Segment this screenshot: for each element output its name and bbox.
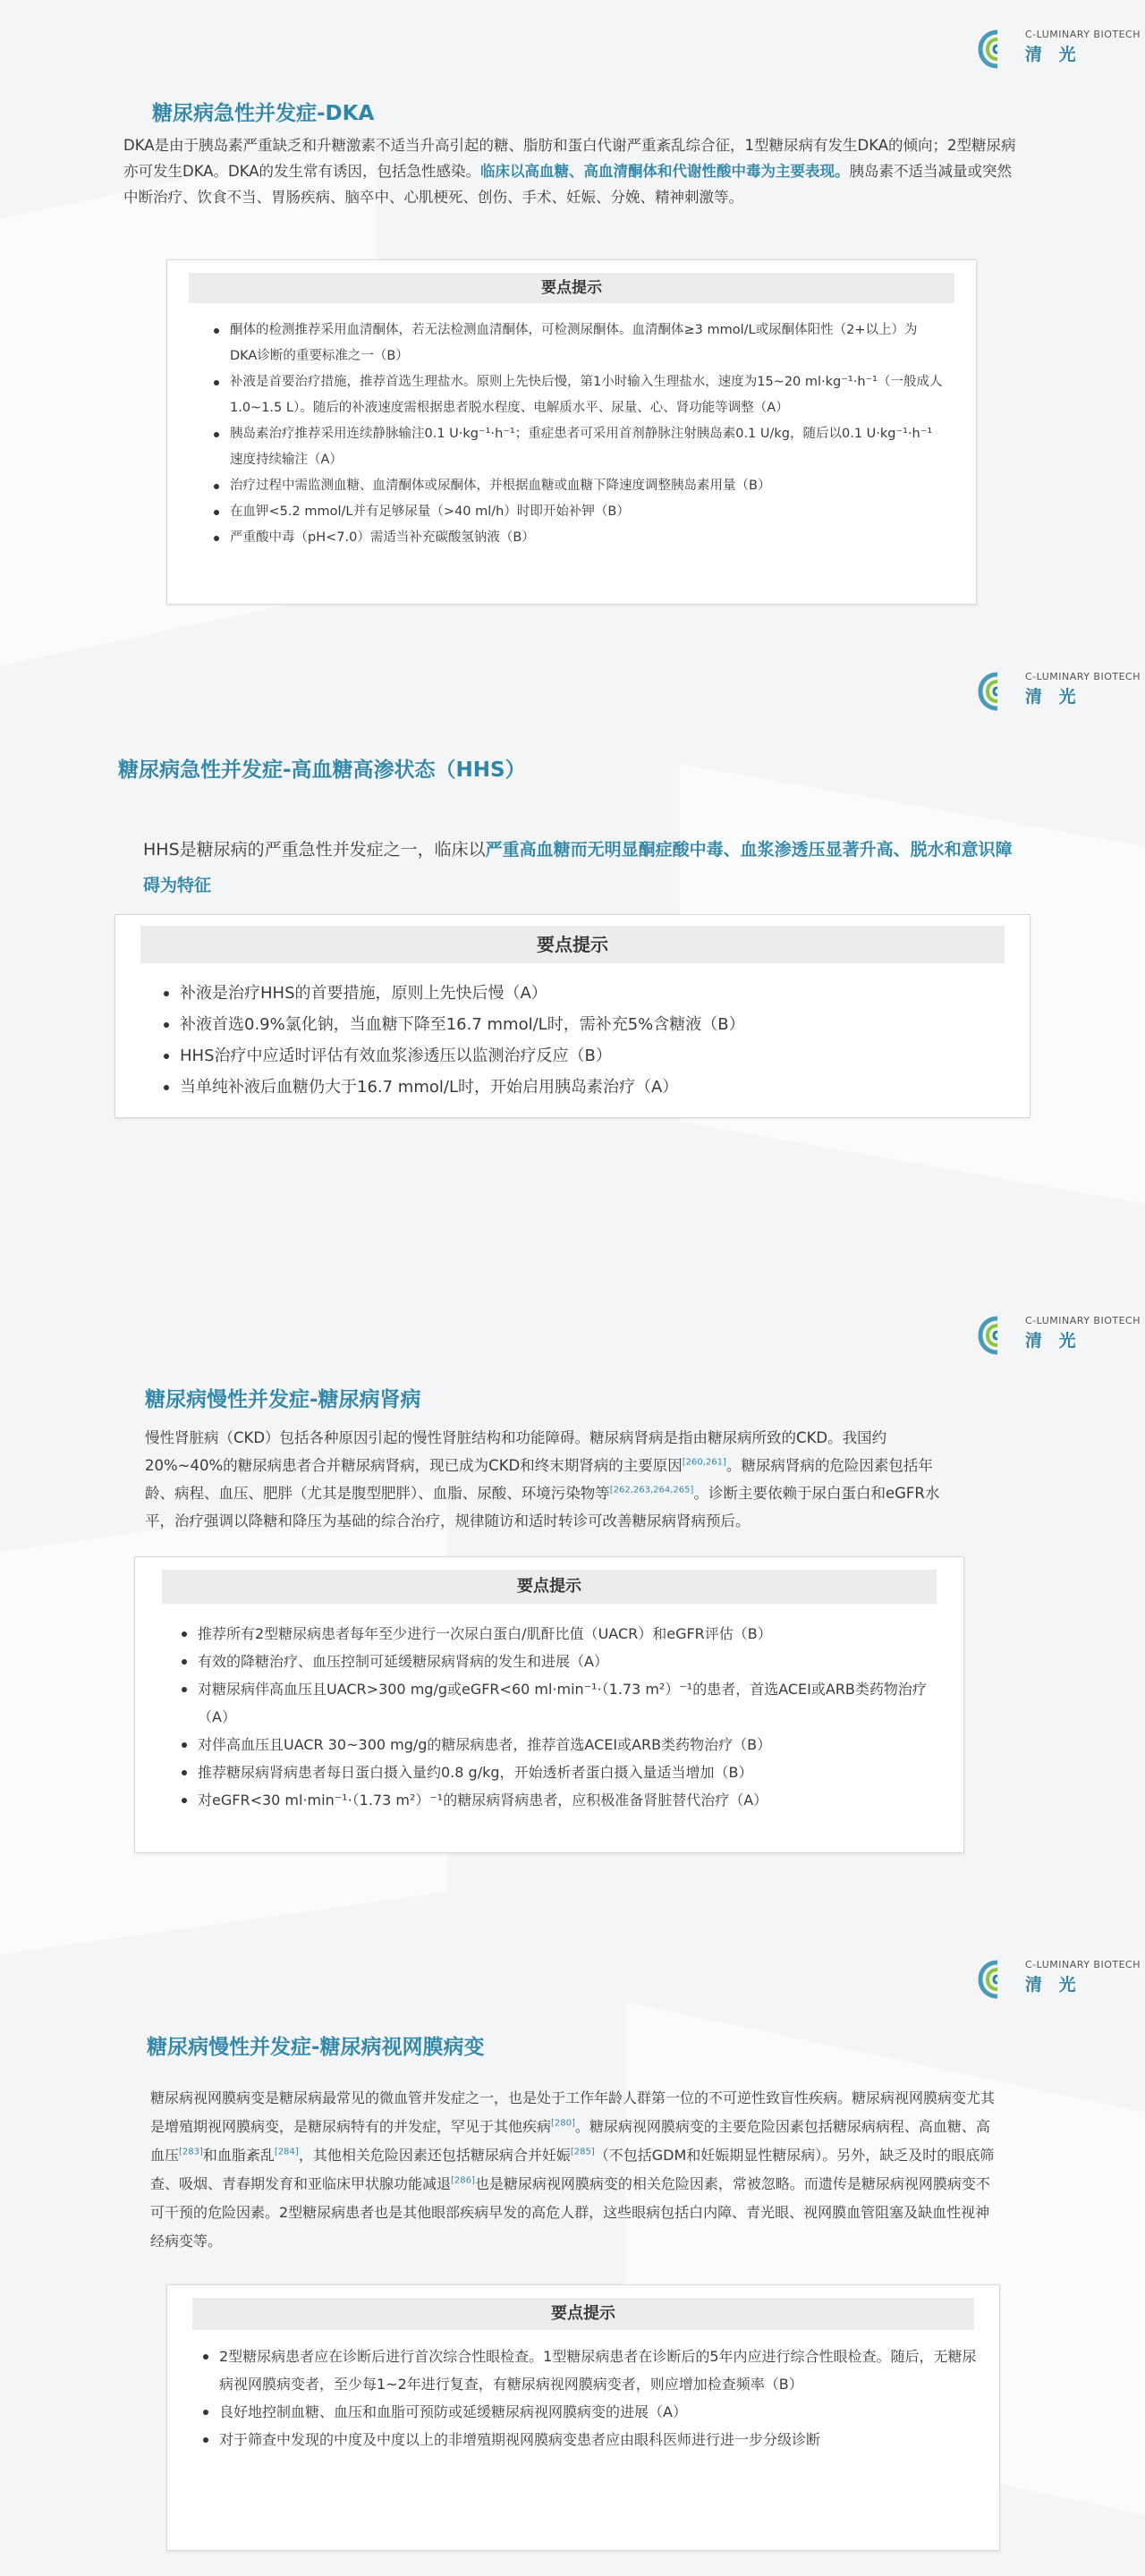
citation: [262,263,264,265] [609, 1485, 694, 1496]
brand-name-en: C-LUMINARY BIOTECH [1025, 1315, 1141, 1326]
brand-name-en: C-LUMINARY BIOTECH [1025, 671, 1141, 682]
key-point: 对eGFR<30 ml·min⁻¹·（1.73 m²）⁻¹的糖尿病肾病患者，应积极准备肾脏替代治疗（A） [178, 1786, 947, 1814]
key-points-title: 要点提示 [192, 2298, 974, 2330]
key-point: 酮体的检测推荐采用血清酮体，若无法检测血清酮体，可检测尿酮体。血清酮体≥3 mmol/L或尿酮体阳性（2+以上）为DKA诊断的重要标准之一（B） [210, 318, 944, 369]
paragraph-text: 。诊断主要依赖于尿白蛋白和eGFR水平，治疗强调以降糖和降压为基础的综合治疗，规律随访和适时转诊可改善糖尿病肾病预后。 [145, 1485, 940, 1530]
paragraph-text: 胰岛素不适当减量或突然中断治疗、饮食不当、胃肠疾病、脑卒中、心肌梗死、创伤、手术、妊娠、分娩、精神刺激等。 [123, 163, 1013, 206]
key-points-list [160, 978, 1001, 1103]
logo-swirl-icon [977, 1315, 1018, 1356]
brand-name-en: C-LUMINARY BIOTECH [1025, 29, 1141, 40]
section-title: 糖尿病急性并发症-DKA [152, 102, 375, 125]
paragraph-text: ，其他相关危险因素还包括糖尿病合并妊娠 [298, 2147, 571, 2164]
key-point: 在血钾<5.2 mmol/L并有足够尿量（>40 ml/h）时即开始补钾（B） [210, 499, 944, 525]
key-points-title: 要点提示 [189, 273, 954, 303]
key-point: 2型糖尿病患者应在诊断后进行首次综合性眼检查。1型糖尿病患者在诊断后的5年内应进行综合性眼检查。随后，无糖尿病视网膜病变者，至少每1~2年进行复查，有糖尿病视网膜病变者，则应增加检查频率（B） [199, 2343, 978, 2398]
citation: [280] [551, 2118, 575, 2129]
slide-hhs [0, 644, 1145, 1252]
key-points-list [199, 2343, 978, 2453]
paragraph-text: HHS是糖尿病的严重急性并发症之一，临床以 [143, 840, 486, 860]
citation: [286] [451, 2175, 475, 2186]
key-points-box [166, 2284, 1000, 2551]
section-paragraph [123, 132, 1025, 210]
key-point: 胰岛素治疗推荐采用连续静脉输注0.1 U·kg⁻¹·h⁻¹；重症患者可采用首剂静脉注射胰岛素0.1 U/kg，随后以0.1 U·kg⁻¹·h⁻¹速度持续输注（A） [210, 421, 944, 473]
section-title: 糖尿病慢性并发症-糖尿病肾病 [145, 1388, 421, 1411]
logo-swirl-icon [977, 29, 1018, 70]
citation: [283] [179, 2147, 203, 2157]
brand-name-cn: 清 光 [1025, 687, 1081, 707]
paragraph-highlight: 临床以高血糖、高血清酮体和代谢性酸中毒为主要表现。 [480, 163, 850, 180]
brand-logo [977, 665, 1141, 716]
key-point: 良好地控制血糖、血压和血脂可预防或延缓糖尿病视网膜病变的进展（A） [199, 2398, 978, 2426]
brand-logo [977, 1953, 1141, 2004]
section-paragraph [150, 2084, 1000, 2256]
logo-swirl-icon [977, 1959, 1018, 2000]
key-point: 对糖尿病伴高血压且UACR>300 mg/g或eGFR<60 ml·min⁻¹·（1.73 m²）⁻¹的患者，首选ACEI或ARB类药物治疗（A） [178, 1675, 947, 1731]
key-points-box [166, 259, 977, 605]
paragraph-text: 也是糖尿病视网膜病变的相关危险因素，常被忽略。而遗传是糖尿病视网膜病变不可干预的危险因素。2型糖尿病患者也是其他眼部疾病早发的高危人群，这些眼病包括白内障、青光眼、视网膜血管阻塞及缺血性视神经病变等。 [150, 2175, 990, 2250]
brand-name-cn: 清 光 [1025, 1975, 1081, 1995]
key-point: 当单纯补液后血糖仍大于16.7 mmol/L时，开始启用胰岛素治疗（A） [160, 1072, 1001, 1103]
key-point: 补液是治疗HHS的首要措施，原则上先快后慢（A） [160, 978, 1001, 1009]
key-points-box [134, 1556, 964, 1853]
key-points-list [178, 1620, 947, 1814]
key-point: HHS治疗中应适时评估有效血浆渗透压以监测治疗反应（B） [160, 1040, 1001, 1072]
brand-name-cn: 清 光 [1025, 1331, 1081, 1351]
paragraph-text: DKA是由于胰岛素严重缺乏和升糖激素不适当升高引起的糖、脂肪和蛋白代谢严重紊乱综合征，1型糖尿病有发生DKA的倾向；2型糖尿病亦可发生DKA。DKA的发生常有诱因，包括急性感染。 [123, 137, 1016, 180]
key-point: 补液是首要治疗措施，推荐首选生理盐水。原则上先快后慢，第1小时输入生理盐水，速度为15~20 ml·kg⁻¹·h⁻¹（一般成人1.0~1.5 L）。随后的补液速度需根据患者脱水程度、电解质水平、尿量、心、肾功能等调整（A） [210, 369, 944, 421]
citation: [284] [274, 2147, 299, 2157]
key-point: 有效的降糖治疗、血压控制可延缓糖尿病肾病的发生和进展（A） [178, 1648, 947, 1675]
paragraph-text: 。糖尿病视网膜病变的主要危险因素包括糖尿病病程、高血糖、高血压 [150, 2118, 990, 2164]
slide-retinopathy [0, 1932, 1145, 2576]
section-paragraph [145, 1424, 957, 1535]
key-point: 对于筛查中发现的中度及中度以上的非增殖期视网膜病变患者应由眼科医师进行进一步分级诊断 [199, 2426, 978, 2453]
key-points-box [114, 914, 1030, 1118]
paragraph-text: 和血脂紊乱 [202, 2147, 275, 2164]
section-title: 糖尿病急性并发症-高血糖高渗状态（HHS） [118, 758, 526, 782]
slide-dka [0, 0, 1145, 626]
slide-nephropathy [0, 1288, 1145, 1869]
key-points-title: 要点提示 [140, 926, 1005, 963]
citation: [260,261] [682, 1457, 726, 1468]
key-point: 补液首选0.9%氯化钠，当血糖下降至16.7 mmol/L时，需补充5%含糖液（B） [160, 1009, 1001, 1040]
key-point: 治疗过程中需监测血糖、血清酮体或尿酮体，并根据血糖或血糖下降速度调整胰岛素用量（B） [210, 473, 944, 499]
paragraph-text: 慢性肾脏病（CKD）包括各种原因引起的慢性肾脏结构和功能障碍。糖尿病肾病是指由糖尿病所致的CKD。我国约20%~40%的糖尿病患者合并糖尿病肾病，现已成为CKD和终末期肾病的主要原因 [145, 1429, 887, 1474]
paragraph-text: 。糖尿病肾病的危险因素包括年龄、病程、血压、肥胖（尤其是腹型肥胖）、血脂、尿酸、环境污染物等 [145, 1457, 933, 1502]
key-point: 对伴高血压且UACR 30~300 mg/g的糖尿病患者，推荐首选ACEI或ARB类药物治疗（B） [178, 1731, 947, 1758]
paragraph-highlight: 严重高血糖而无明显酮症酸中毒、血浆渗透压显著升高、脱水和意识障碍为特征 [143, 840, 1013, 895]
section-title: 糖尿病慢性并发症-糖尿病视网膜病变 [147, 2036, 485, 2059]
brand-logo [977, 1309, 1141, 1360]
key-points-title: 要点提示 [162, 1570, 937, 1604]
brand-name-cn: 清 光 [1025, 45, 1081, 64]
key-point: 推荐糖尿病肾病患者每日蛋白摄入量约0.8 g/kg，开始透析者蛋白摄入量适当增加（B） [178, 1758, 947, 1786]
key-point: 推荐所有2型糖尿病患者每年至少进行一次尿白蛋白/肌酐比值（UACR）和eGFR评估（B） [178, 1620, 947, 1648]
key-points-list [210, 318, 944, 551]
citation: [285] [570, 2147, 595, 2157]
key-point: 严重酸中毒（pH<7.0）需适当补充碳酸氢钠液（B） [210, 525, 944, 551]
paragraph-text: 糖尿病视网膜病变是糖尿病最常见的微血管并发症之一，也是处于工作年龄人群第一位的不可逆性致盲性疾病。糖尿病视网膜病变尤其是增殖期视网膜病变，是糖尿病特有的并发症，罕见于其他疾病 [150, 2089, 996, 2135]
brand-logo [977, 23, 1141, 73]
logo-swirl-icon [977, 671, 1018, 712]
brand-name-en: C-LUMINARY BIOTECH [1025, 1959, 1141, 1970]
section-paragraph [143, 832, 1020, 903]
paragraph-text: （不包括GDM和妊娠期显性糖尿病）。另外，缺乏及时的眼底筛查、吸烟、青春期发育和亚临床甲状腺功能减退 [150, 2147, 995, 2192]
